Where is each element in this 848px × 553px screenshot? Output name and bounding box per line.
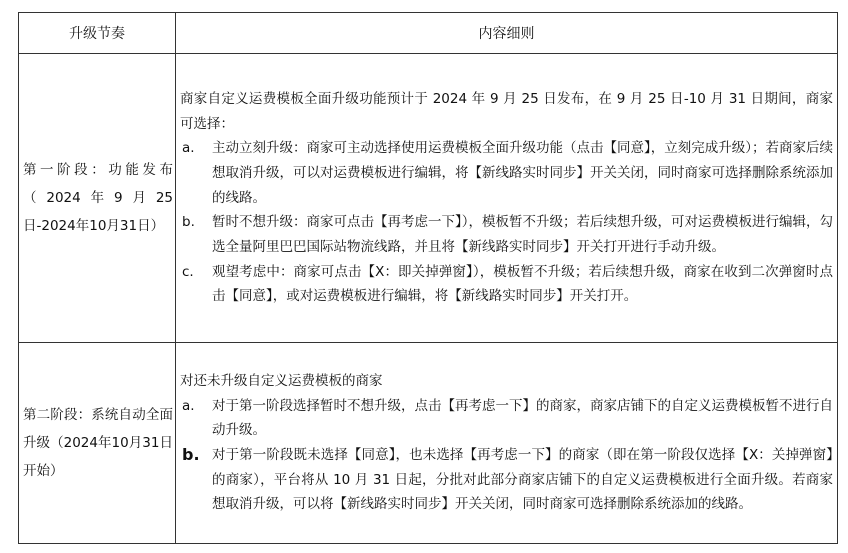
- list-item: [180, 210, 833, 259]
- list-item: [180, 394, 833, 443]
- stage2-label: 第二阶段：系统自动全面升级（2024年10月31日开始）: [19, 343, 176, 544]
- header-cell-details: 内容细则: [176, 13, 838, 54]
- list-marker: a.: [182, 140, 195, 157]
- header-cell-rhythm: 升级节奏: [19, 13, 176, 54]
- list-item: [180, 136, 833, 210]
- list-item: [180, 443, 833, 517]
- table-header-row: [19, 13, 838, 54]
- list-item-text: 观望考虑中：商家可点击【X：即关掉弹窗】），模板暂不升级；若后续想升级，商家在收到二次弹窗时点击【同意】，或对运费模板进行编辑，将【新线路实时同步】开关打开。: [212, 263, 833, 305]
- list-item-text: 对于第一阶段既未选择【同意】，也未选择【再考虑一下】的商家（即在第一阶段仅选择【X：关掉弹窗】的商家），平台将从 10 月 31 日起，分批对此部分商家店铺下的自定义运费模板进行全面升级。若商家想取消升级，可以将【新线路实时同步】开关关闭，同时商家可选择删除系统添加的线路。: [212, 447, 833, 513]
- stage1-label: 第一阶段：功能发布（2024年9月25日-2024年10月31日）: [19, 54, 176, 343]
- list-marker: a.: [182, 397, 195, 414]
- list-item-text: 暂时不想升级：商家可点击【再考虑一下】），模板暂不升级；若后续想升级，可对运费模板进行编辑，勾选全量阿里巴巴国际站物流线路，并且将【新线路实时同步】开关打开进行手动升级。: [212, 214, 833, 256]
- list-marker: b.: [182, 214, 195, 231]
- stage2-intro: 对还未升级自定义运费模板的商家: [180, 372, 383, 389]
- stage1-intro: 商家自定义运费模板全面升级功能预计于 2024 年 9 月 25 日发布，在 9 月 25 日-10 月 31 日期间，商家可选择：: [180, 90, 833, 132]
- list-marker: b.: [182, 445, 200, 464]
- stage2-row: [19, 343, 838, 544]
- list-marker: c.: [182, 263, 194, 280]
- list-item: [180, 260, 833, 309]
- stage1-row: [19, 54, 838, 343]
- stage2-content: [176, 343, 838, 544]
- list-item-text: 对于第一阶段选择暂时不想升级，点击【再考虑一下】的商家，商家店铺下的自定义运费模板暂不进行自动升级。: [212, 397, 833, 439]
- upgrade-schedule-table: [18, 12, 838, 544]
- stage1-content: [176, 54, 838, 343]
- list-item-text: 主动立刻升级：商家可主动选择使用运费模板全面升级功能（点击【同意】，立刻完成升级）；若商家后续想取消升级，可以对运费模板进行编辑，将【新线路实时同步】开关关闭，同时商家可选择删除系统添加的线路。: [212, 140, 833, 206]
